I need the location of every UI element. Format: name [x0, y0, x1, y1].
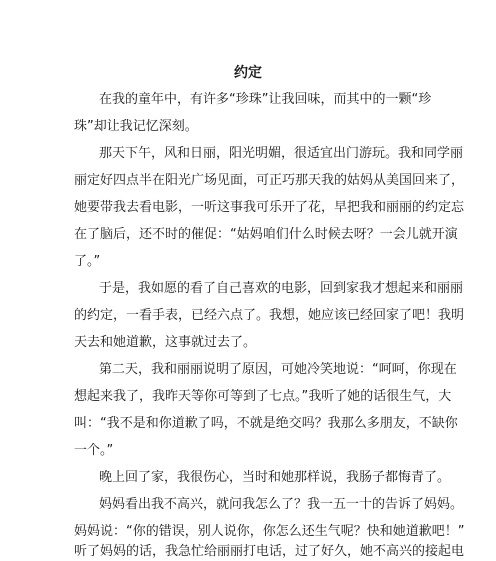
text-line: 妈妈看出我不高兴，就问我怎么了？我一五一十的告诉了妈妈。 — [99, 497, 464, 512]
text-line: 丽定好四点半在阳光广场见面，可正巧那天我的姑妈从美国回来了， — [74, 173, 465, 188]
text-line: 妈妈说：“你的错误，别人说你，你怎么还生气呢？快和她道歉吧！” — [74, 524, 465, 539]
text-line: 在了脑后，还不时的催促：“姑妈咱们什么时候去呀？一会儿就开演 — [74, 227, 458, 242]
text-line: 叫：“我不是和你道歉了吗，不就是绝交吗？我那么多朋友，不缺你 — [74, 416, 458, 431]
text-line: 一个。” — [74, 443, 114, 458]
text-line: 的约定，一看手表，已经六点了。我想，她应该已经回家了吧！我明 — [74, 308, 465, 323]
document-title: 约定 — [234, 65, 262, 81]
text-line: 那天下午，风和日丽，阳光明媚，很适宜出门游玩。我和同学丽 — [99, 146, 464, 161]
text-line: 听了妈妈的话，我急忙给丽丽打电话，过了好久，她不高兴的接起电 — [74, 544, 465, 559]
text-line: 想起来我了，我昨天等你可等到了七点。”我听了她的话很生气，大 — [74, 389, 452, 404]
text-line: 于是，我如愿的看了自己喜欢的电影，回到家我才想起来和丽丽 — [99, 281, 464, 296]
text-line: 了。” — [74, 254, 101, 269]
text-line: 在我的童年中，有许多“珍珠”让我回味，而其中的一颗“珍 — [99, 92, 432, 107]
text-line: 晚上回了家，我很伤心，当时和她那样说，我肠子都悔青了。 — [99, 470, 451, 485]
text-line: 第二天，我和丽丽说明了原因，可她冷笑地说：“呵呵，你现在 — [99, 362, 457, 377]
text-line: 珠”却让我记忆深刻。 — [74, 119, 198, 134]
text-line: 天去和她道歉，这事就过去了。 — [74, 335, 257, 350]
text-line: 她要带我去看电影，一听这事我可乐开了花，早把我和丽丽的约定忘 — [74, 200, 465, 215]
